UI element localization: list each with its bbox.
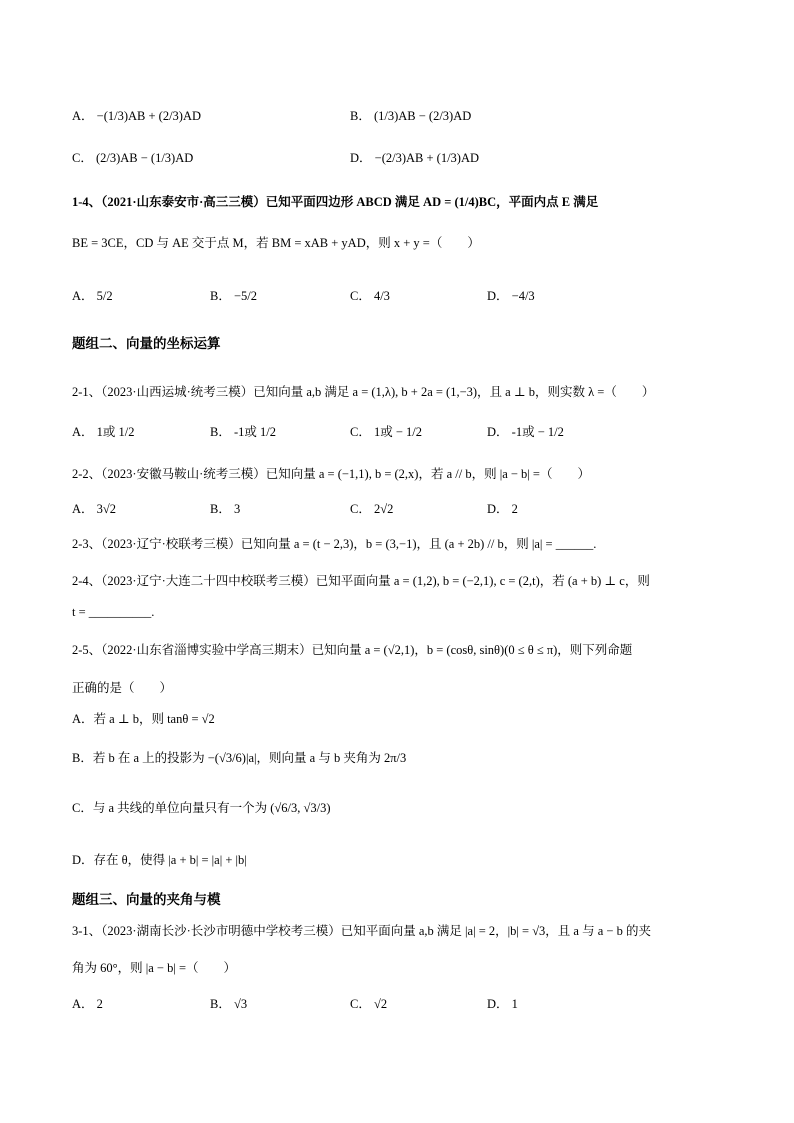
question-1-4-line2: BE = 3CE，CD 与 AE 交于点 M，若 BM = xAB + yAD，则 x + y =（ ）	[72, 236, 480, 250]
q31-option-a: A． 2	[72, 997, 103, 1011]
q31-option-b: B． √3	[210, 997, 248, 1011]
question-2-2: 2-2、（2023·安徽马鞍山·统考三模）已知向量 a = (−1,1), b = (2,x)，若 a // b，则 |a − b| =（ ）	[72, 467, 590, 481]
q25-option-c: C．与 a 共线的单位向量只有一个为 (√6/3, √3/3)	[72, 801, 331, 815]
option-b: B． (1/3)AB − (2/3)AD	[350, 109, 472, 123]
q21-option-a: A． 1或 1/2	[72, 425, 135, 439]
q21-option-b: B． -1或 1/2	[210, 425, 276, 439]
q21-option-c: C． 1或 − 1/2	[350, 425, 422, 439]
q22-option-c: C． 2√2	[350, 502, 394, 516]
option-a: A． −(1/3)AB + (2/3)AD	[72, 109, 202, 123]
question-2-5-line1: 2-5、（2022·山东省淄博实验中学高三期末）已知向量 a = (√2,1)，b = (cosθ, sinθ)(0 ≤ θ ≤ π)，则下列命题	[72, 643, 633, 657]
q25-option-b: B．若 b 在 a 上的投影为 −(√3/6)|a|，则向量 a 与 b 夹角为 2π/3	[72, 751, 407, 765]
question-2-1: 2-1、（2023·山西运城·统考三模）已知向量 a,b 满足 a = (1,λ), b + 2a = (1,−3)，且 a ⊥ b，则实数 λ =（ ）	[72, 385, 655, 399]
question-2-4-line1: 2-4、（2023·辽宁·大连二十四中校联考三模）已知平面向量 a = (1,2), b = (−2,1), c = (2,t)，若 (a + b) ⊥ c，则	[72, 574, 650, 588]
q31-option-c: C． √2	[350, 997, 388, 1011]
q21-option-d: D． -1或 − 1/2	[487, 425, 564, 439]
q14-option-b: B． −5/2	[210, 289, 257, 303]
q22-option-a: A． 3√2	[72, 502, 117, 516]
q14-option-d: D． −4/3	[487, 289, 535, 303]
option-c: C． (2/3)AB − (1/3)AD	[72, 151, 194, 165]
option-d: D． −(2/3)AB + (1/3)AD	[350, 151, 480, 165]
section-heading-2: 题组二、向量的坐标运算	[72, 336, 221, 351]
question-1-4-line1: 1-4、（2021·山东泰安市·高三三模）已知平面四边形 ABCD 满足 AD = (1/4)BC，平面内点 E 满足	[72, 195, 599, 209]
q14-option-a: A． 5/2	[72, 289, 113, 303]
q25-option-d: D．存在 θ，使得 |a + b| = |a| + |b|	[72, 853, 247, 867]
question-3-1-line1: 3-1、（2023·湖南长沙·长沙市明德中学校考三模）已知平面向量 a,b 满足 |a| = 2，|b| = √3，且 a 与 a − b 的夹	[72, 924, 651, 938]
question-2-3: 2-3、（2023·辽宁·校联考三模）已知向量 a = (t − 2,3)，b = (3,−1)，且 (a + 2b) // b，则 |a| = ______.	[72, 537, 597, 551]
question-2-5-line2: 正确的是（ ）	[72, 681, 173, 695]
q14-option-c: C． 4/3	[350, 289, 390, 303]
q22-option-b: B． 3	[210, 502, 241, 516]
question-2-4-line2: t = __________.	[72, 605, 155, 619]
section-heading-3: 题组三、向量的夹角与模	[72, 892, 221, 907]
q22-option-d: D． 2	[487, 502, 518, 516]
q25-option-a: A．若 a ⊥ b，则 tanθ = √2	[72, 712, 215, 726]
question-3-1-line2: 角为 60°，则 |a − b| =（ ）	[72, 961, 237, 975]
q31-option-d: D． 1	[487, 997, 518, 1011]
